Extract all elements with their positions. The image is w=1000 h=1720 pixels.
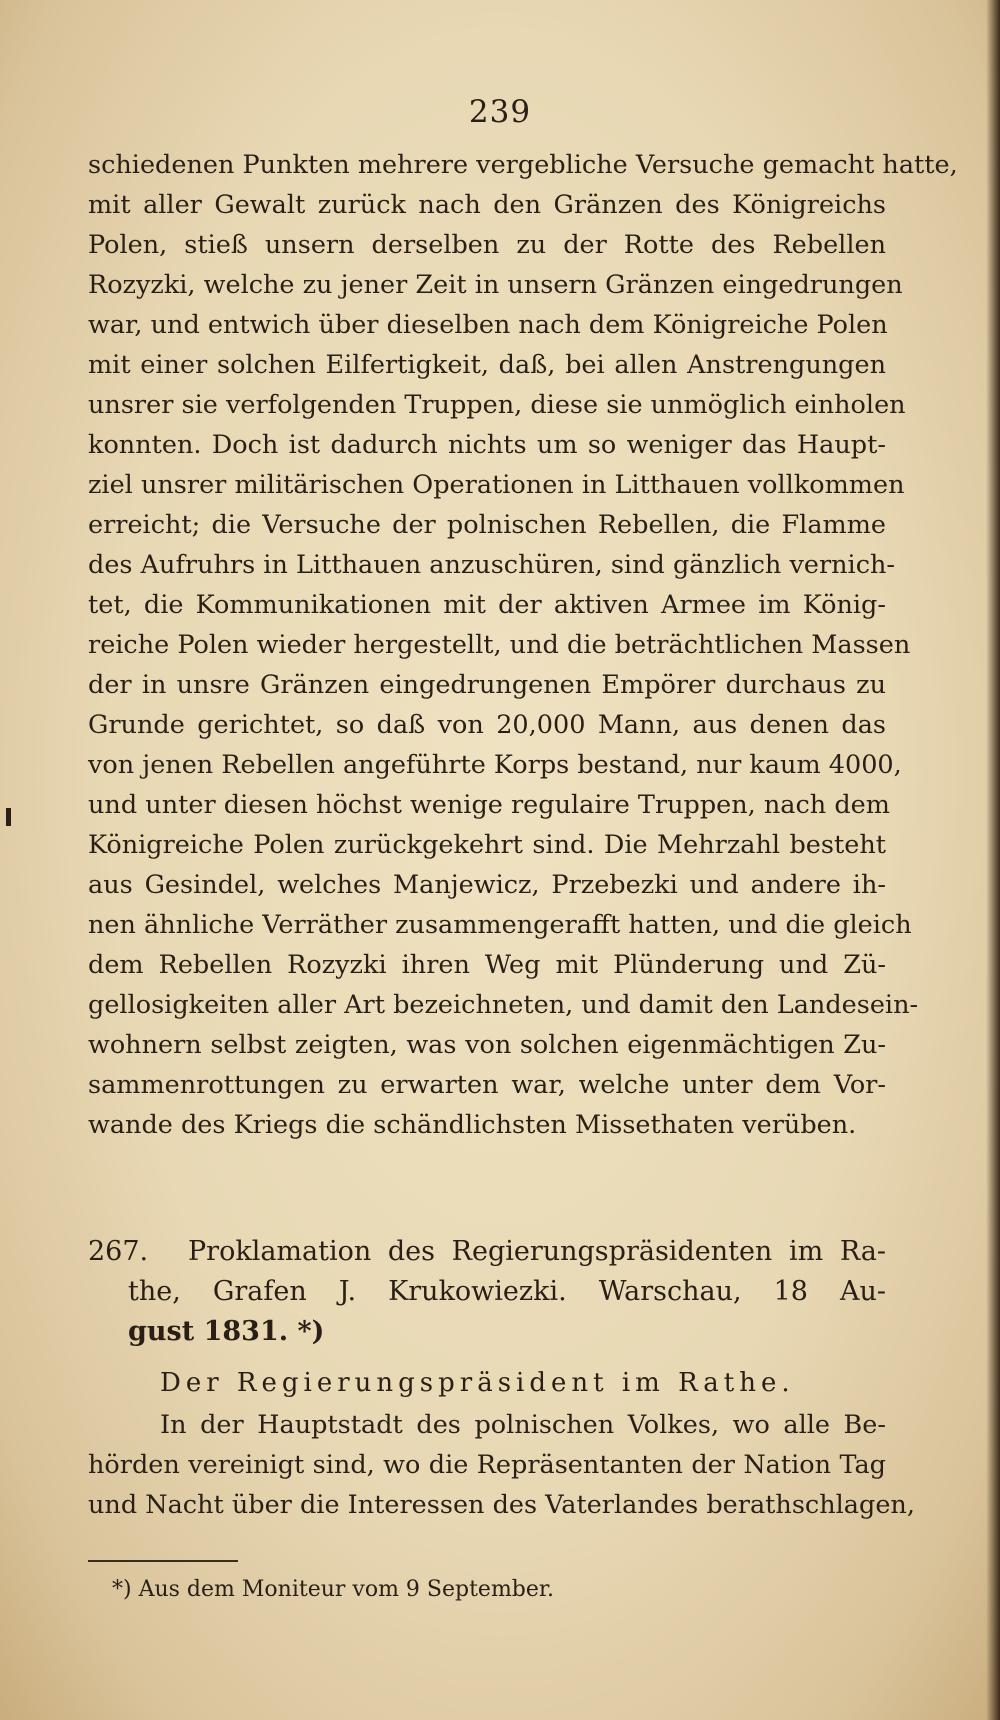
text-line: Polen, stieß unsern derselben zu der Rotte des Rebellen	[88, 230, 886, 260]
page-number: 239	[468, 94, 532, 130]
text-line: und Nacht über die Interessen des Vaterlandes berathschlagen,	[88, 1490, 915, 1520]
text-line: sammenrottungen zu erwarten war, welche unter dem Vor-	[88, 1070, 886, 1100]
text-line: mit einer solchen Eilfertigkeit, daß, bei allen Anstrengungen	[88, 350, 886, 380]
section-heading-line: gust 1831. *)	[128, 1316, 325, 1347]
text-line: aus Gesindel, welches Manjewicz, Przebezki und andere ih-	[88, 870, 886, 900]
text-line: der in unsre Gränzen eingedrungenen Empörer durchaus zu	[88, 670, 886, 700]
section-number: 267.	[88, 1236, 149, 1267]
text-line: war, und entwich über dieselben nach dem Königreiche Polen	[88, 310, 888, 340]
text-line: In der Hauptstadt des polnischen Volkes, wo alle Be-	[160, 1410, 886, 1440]
text-line: Rozyzki, welche zu jener Zeit in unsern Gränzen eingedrungen	[88, 270, 903, 300]
ink-mark	[6, 808, 11, 826]
text-line: nen ähnliche Verräther zusammengerafft hatten, und die gleich	[88, 910, 912, 940]
text-line: mit aller Gewalt zurück nach den Gränzen des Königreichs	[88, 190, 886, 220]
text-line: konnten. Doch ist dadurch nichts um so weniger das Haupt-	[88, 430, 886, 460]
text-line: Grunde gerichtet, so daß von 20,000 Mann, aus denen das	[88, 710, 886, 740]
text-line: wande des Kriegs die schändlichsten Missethaten verüben.	[88, 1110, 857, 1140]
text-line: Königreiche Polen zurückgekehrt sind. Die Mehrzahl besteht	[88, 830, 886, 860]
text-line: ziel unsrer militärischen Operationen in Litthauen vollkommen	[88, 470, 905, 500]
text-line: von jenen Rebellen angeführte Korps bestand, nur kaum 4000,	[88, 750, 902, 780]
text-line: wohnern selbst zeigten, was von solchen eigenmächtigen Zu-	[88, 1030, 886, 1060]
section-heading-line: the, Grafen J. Krukowiezki. Warschau, 18 Au-	[128, 1276, 886, 1307]
text-line: hörden vereinigt sind, wo die Repräsentanten der Nation Tag	[88, 1450, 886, 1480]
text-line: reiche Polen wieder hergestellt, und die beträchtlichen Massen	[88, 630, 911, 660]
text-line: unsrer sie verfolgenden Truppen, diese sie unmöglich einholen	[88, 390, 906, 420]
footnote: *) Aus dem Moniteur vom 9 September.	[112, 1577, 554, 1602]
proclamation-subheading: Der Regierungspräsident im Rathe.	[160, 1368, 795, 1398]
text-line: erreicht; die Versuche der polnischen Rebellen, die Flamme	[88, 510, 886, 540]
text-line: schiedenen Punkten mehrere vergebliche Versuche gemacht hatte,	[88, 150, 958, 180]
footnote-rule	[88, 1560, 238, 1562]
section-heading-line: Proklamation des Regierungspräsidenten im Ra-	[188, 1236, 886, 1267]
text-line: tet, die Kommunikationen mit der aktiven Armee im König-	[88, 590, 886, 620]
text-line: gellosigkeiten aller Art bezeichneten, und damit den Landesein-	[88, 990, 919, 1020]
text-line: dem Rebellen Rozyzki ihren Weg mit Plünderung und Zü-	[88, 950, 886, 980]
text-line: und unter diesen höchst wenige regulaire Truppen, nach dem	[88, 790, 890, 820]
text-line: des Aufruhrs in Litthauen anzuschüren, sind gänzlich vernich-	[88, 550, 896, 580]
